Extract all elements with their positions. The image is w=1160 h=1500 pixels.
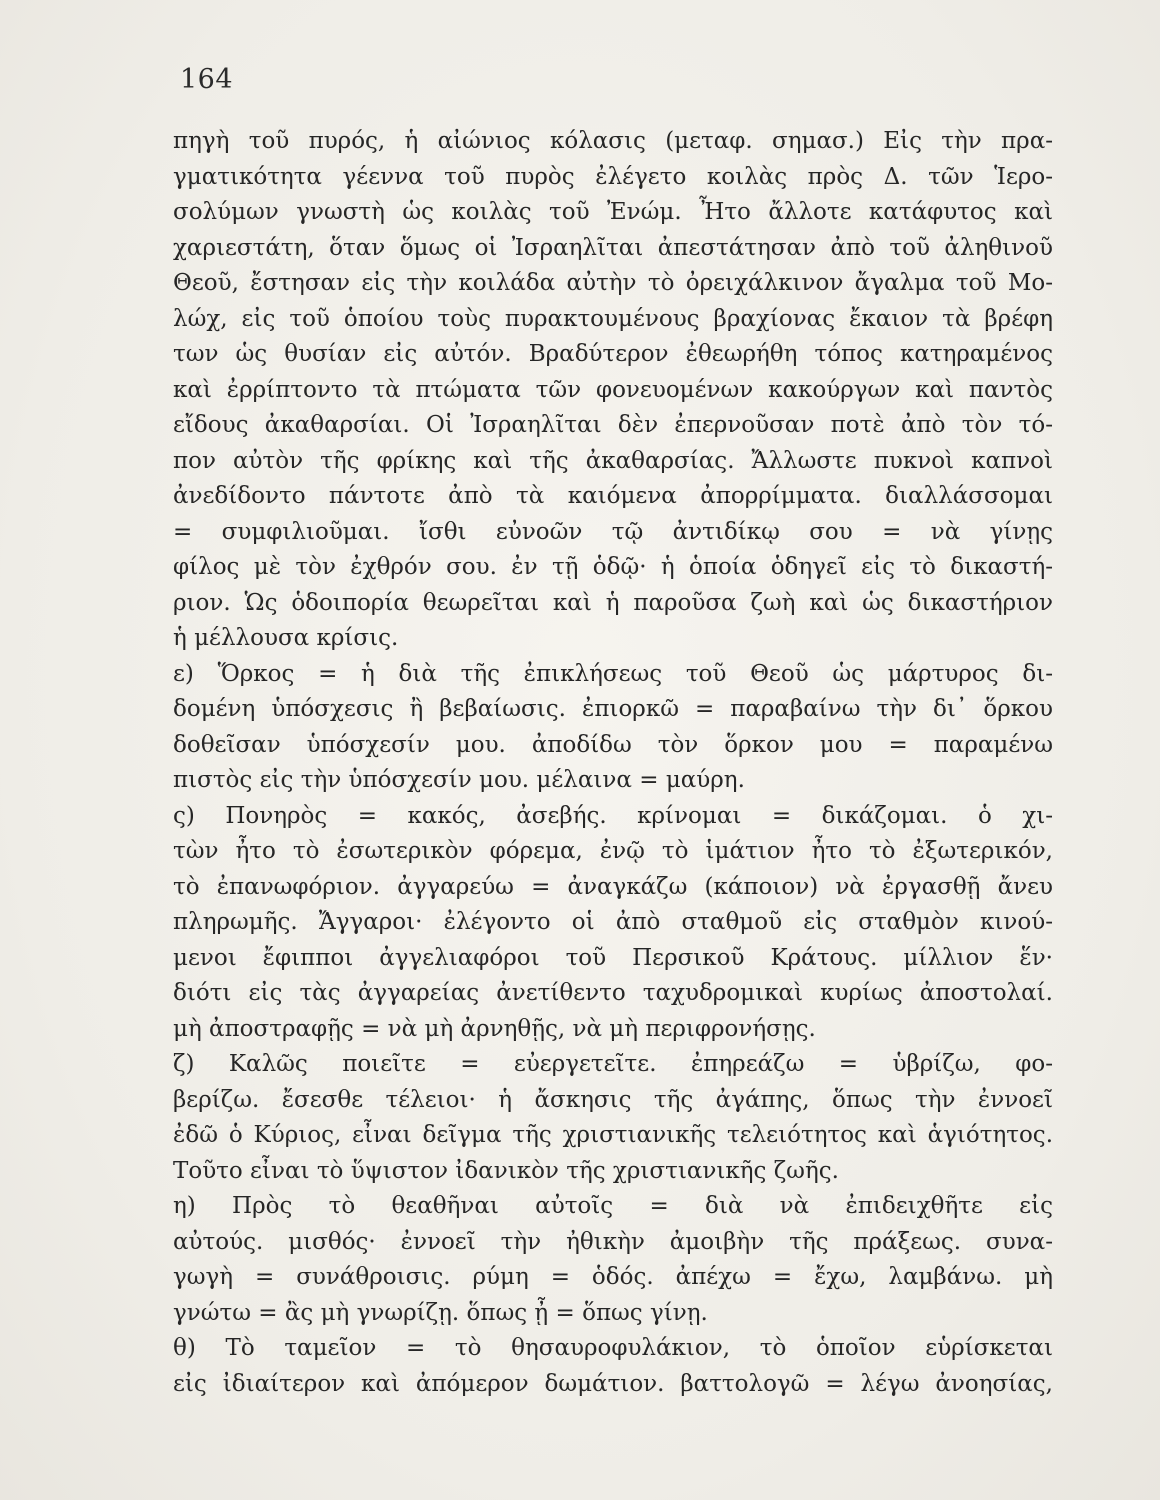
text-line: ε) Ὅρκος = ἡ διὰ τῆς ἐπικλήσεως τοῦ Θεοῦ ὡς μάρτυρος δι- bbox=[173, 660, 1053, 687]
body-text bbox=[173, 124, 1053, 1402]
text-line: πιστὸς εἰς τὴν ὑπόσχεσίν μου. μέλαινα = μαύρη. bbox=[173, 767, 745, 793]
text-line: γωγὴ = συνάθροισις. ρύμη = ὁδός. ἀπέχω = ἔχω, λαμβάνω. μὴ bbox=[173, 1264, 1053, 1290]
text-line: αὐτούς. μισθός· ἐννοεῖ τὴν ἠθικὴν ἀμοιβὴν τῆς πράξεως. συνα- bbox=[173, 1228, 1053, 1255]
text-line: = συμφιλιοῦμαι. ἴσθι εὐνοῶν τῷ ἀντιδίκῳ σου = νὰ γίνῃς bbox=[173, 518, 1053, 545]
text-line: η) Πρὸς τὸ θεαθῆναι αὐτοῖς = διὰ νὰ ἐπιδειχθῆτε εἰς bbox=[173, 1193, 1053, 1219]
text-line: εἰς ἰδιαίτερον καὶ ἀπόμερον δωμάτιον. βαττολογῶ = λέγω ἀνοησίας, bbox=[173, 1370, 1053, 1397]
text-line: πληρωμῆς. Ἄγγαροι· ἐλέγοντο οἱ ἀπὸ σταθμοῦ εἰς σταθμὸν κινού- bbox=[173, 909, 1053, 935]
text-line: φίλος μὲ τὸν ἐχθρόν σου. ἐν τῇ ὁδῷ· ἡ ὁποία ὁδηγεῖ εἰς τὸ δικαστή- bbox=[173, 554, 1053, 580]
text-line: ριον. Ὡς ὁδοιπορία θεωρεῖται καὶ ἡ παροῦσα ζωὴ καὶ ὡς δικαστήριον bbox=[173, 589, 1053, 616]
text-line: ἡ μέλλουσα κρίσις. bbox=[173, 625, 399, 651]
text-line: βερίζω. ἔσεσθε τέλειοι· ἡ ἄσκησις τῆς ἀγάπης, ὅπως τὴν ἐννοεῖ bbox=[173, 1086, 1053, 1113]
text-line: εἴδους ἀκαθαρσίαι. Οἱ Ἰσραηλῖται δὲν ἐπερνοῦσαν ποτὲ ἀπὸ τὸν τό- bbox=[173, 412, 1053, 438]
text-line: σολύμων γνωστὴ ὡς κοιλὰς τοῦ Ἐνώμ. Ἦτο ἄλλοτε κατάφυτος καὶ bbox=[173, 199, 1053, 225]
text-line: δομένη ὑπόσχεσις ἢ βεβαίωσις. ἐπιορκῶ = παραβαίνω τὴν δι᾽ ὅρκου bbox=[173, 696, 1053, 722]
text-line: δοθεῖσαν ὑπόσχεσίν μου. ἀποδίδω τὸν ὅρκον μου = παραμένω bbox=[173, 731, 1053, 758]
text-line: μενοι ἔφιπποι ἀγγελιαφόροι τοῦ Περσικοῦ Κράτους. μίλλιον ἕν· bbox=[173, 944, 1053, 971]
text-line: γματικότητα γέεννα τοῦ πυρὸς ἐλέγετο κοιλὰς πρὸς Δ. τῶν Ἱερο- bbox=[173, 163, 1053, 190]
text-line: γνώτω = ἂς μὴ γνωρίζῃ. ὅπως ᾖ = ὅπως γίνῃ. bbox=[173, 1299, 708, 1326]
text-line: ς) Πονηρὸς = κακός, ἀσεβής. κρίνομαι = δικάζομαι. ὁ χι- bbox=[173, 802, 1053, 829]
text-line: ζ) Καλῶς ποιεῖτε = εὐεργετεῖτε. ἐπηρεάζω = ὑβρίζω, φο- bbox=[173, 1051, 1053, 1077]
text-line: καὶ ἐρρίπτοντο τὰ πτώματα τῶν φονευομένων κακούργων καὶ παντὸς bbox=[173, 376, 1053, 403]
text-line: τὼν ἦτο τὸ ἐσωτερικὸν φόρεμα, ἐνῷ τὸ ἱμάτιον ἦτο τὸ ἐξωτερικόν, bbox=[173, 838, 1053, 864]
text-line: χαριεστάτη, ὅταν ὅμως οἱ Ἰσραηλῖται ἀπεστάτησαν ἀπὸ τοῦ ἀληθινοῦ bbox=[173, 234, 1053, 261]
text-line: ἀνεδίδοντο πάντοτε ἀπὸ τὰ καιόμενα ἀπορρίμματα. διαλλάσσομαι bbox=[173, 483, 1053, 509]
page-number: 164 bbox=[180, 64, 234, 95]
text-line: πον αὐτὸν τῆς φρίκης καὶ τῆς ἀκαθαρσίας. Ἄλλωστε πυκνοὶ καπνοὶ bbox=[173, 447, 1053, 474]
text-line: θ) Τὸ ταμεῖον = τὸ θησαυροφυλάκιον, τὸ ὁποῖον εὑρίσκεται bbox=[173, 1335, 1053, 1361]
text-line: Τοῦτο εἶναι τὸ ὕψιστον ἰδανικὸν τῆς χριστιανικῆς ζωῆς. bbox=[173, 1157, 839, 1184]
text-line: ἐδῶ ὁ Κύριος, εἶναι δεῖγμα τῆς χριστιανικῆς τελειότητος καὶ ἁγιότητος. bbox=[173, 1122, 1053, 1148]
text-line: τὸ ἐπανωφόριον. ἀγγαρεύω = ἀναγκάζω (κάποιον) νὰ ἐργασθῇ ἄνευ bbox=[173, 873, 1053, 900]
text-line: πηγὴ τοῦ πυρός, ἡ αἰώνιος κόλασις (μεταφ. σημασ.) Εἰς τὴν πρα- bbox=[173, 128, 1053, 154]
text-line: μὴ ἀποστραφῇς = νὰ μὴ ἀρνηθῇς, νὰ μὴ περιφρονήσῃς. bbox=[173, 1015, 816, 1042]
text-line: διότι εἰς τὰς ἀγγαρείας ἀνετίθεντο ταχυδρομικαὶ κυρίως ἀποστολαί. bbox=[173, 980, 1053, 1006]
text-line: των ὡς θυσίαν εἰς αὐτόν. Βραδύτερον ἐθεωρήθη τόπος κατηραμένος bbox=[173, 341, 1053, 367]
text-line: λώχ, εἰς τοῦ ὁποίου τοὺς πυρακτουμένους βραχίονας ἔκαιον τὰ βρέφη bbox=[173, 305, 1053, 332]
text-line: Θεοῦ, ἔστησαν εἰς τὴν κοιλάδα αὐτὴν τὸ ὀρειχάλκινον ἄγαλμα τοῦ Μο- bbox=[173, 270, 1053, 296]
